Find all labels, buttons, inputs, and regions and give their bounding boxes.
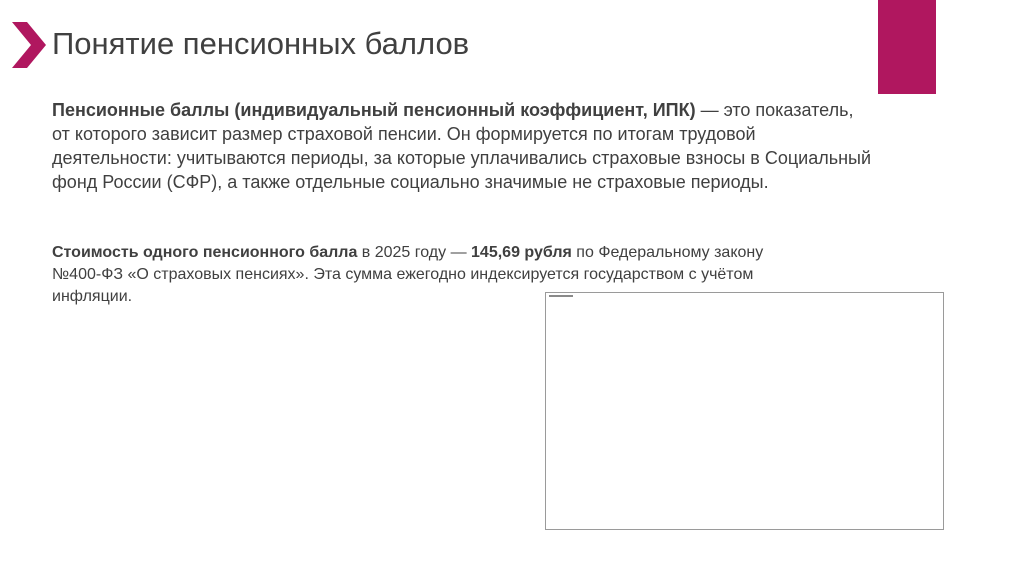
point-value-text: по Федеральному закону №400-ФЗ «О страховых пенсиях». Эта сумма ежегодно индексируется государством с учётом инфляции. — [52, 244, 764, 305]
accent-block — [878, 0, 936, 94]
definition-paragraph — [52, 98, 872, 194]
image-placeholder — [545, 292, 944, 530]
point-value-year: в 2025 году — — [357, 244, 472, 261]
slide-title: Понятие пенсионных баллов — [52, 26, 470, 61]
definition-text: — это показатель, от которого зависит размер страховой пенсии. Он формируется по итогам трудовой деятельности: учитываются периоды, за которые уплачивались страховые взносы в Социальный фонд России (СФР), а также отдельные социально значимые не страховые периоды. — [52, 100, 872, 192]
definition-term: Пенсионные баллы (индивидуальный пенсионный коэффициент, ИПК) — [52, 100, 696, 120]
image-caption-mark — [549, 295, 573, 297]
point-value-term: Стоимость одного пенсионного балла — [52, 244, 358, 261]
chevron-right-icon — [12, 22, 46, 68]
point-value-amount: 145,69 рубля — [471, 244, 572, 261]
